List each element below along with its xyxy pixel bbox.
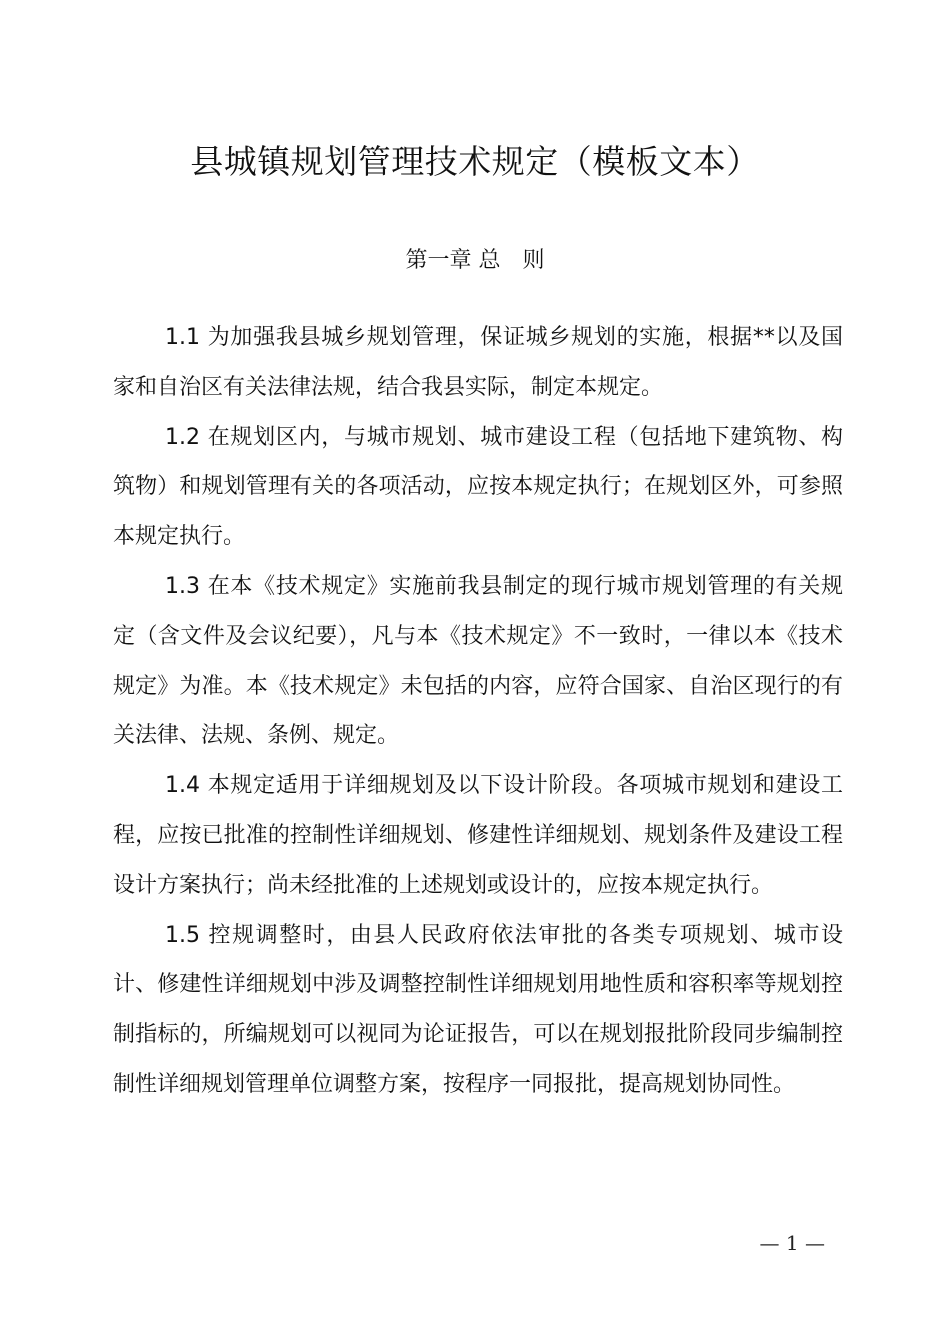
page-number: — 1 — (759, 1231, 825, 1255)
document-title: 县城镇规划管理技术规定（模板文本） (190, 142, 760, 181)
paragraph-1-4: 1.4 本规定适用于详细规划及以下设计阶段。各项城市规划和建设工程，应按已批准的控制性详细规划、修建性详细规划、规划条件及建设工程设计方案执行；尚未经批准的上述规划或设计的，应按本规定执行。 (113, 773, 843, 898)
document-body (113, 313, 843, 1110)
chapter-heading: 第一章 总 则 (405, 248, 545, 273)
paragraph-1-3: 1.3 在本《技术规定》实施前我县制定的现行城市规划管理的有关规定（含文件及会议纪要），凡与本《技术规定》不一致时，一律以本《技术规定》为准。本《技术规定》未包括的内容，应符合国家、自治区现行的有关法律、法规、条例、规定。 (113, 573, 843, 749)
paragraph-1-5: 1.5 控规调整时，由县人民政府依法审批的各类专项规划、城市设计、修建性详细规划中涉及调整控制性详细规划用地性质和容积率等规划控制指标的，所编规划可以视同为论证报告，可以在规划报批阶段同步编制控制性详细规划管理单位调整方案，按程序一同报批，提高规划协同性。 (113, 922, 843, 1097)
paragraph-1-1: 1.1 为加强我县城乡规划管理，保证城乡规划的实施，根据**以及国家和自治区有关法律法规，结合我县实际，制定本规定。 (113, 325, 843, 400)
paragraph-1-2: 1.2 在规划区内，与城市规划、城市建设工程（包括地下建筑物、构筑物）和规划管理有关的各项活动，应按本规定执行；在规划区外，可参照本规定执行。 (113, 424, 843, 550)
